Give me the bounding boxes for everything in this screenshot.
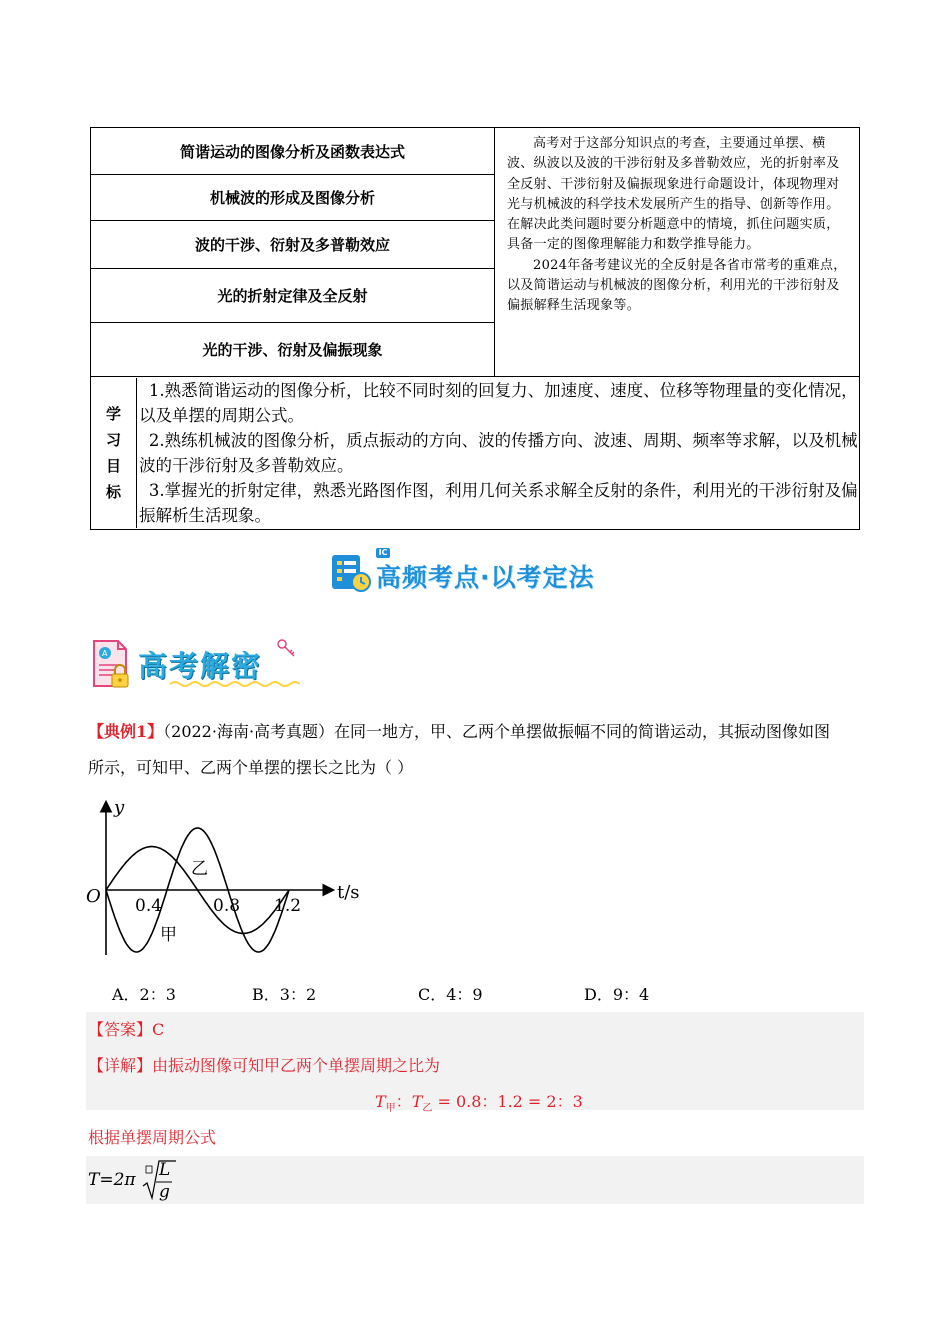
ratio-sub-yi: 乙 <box>422 1103 433 1115</box>
detail-label: 【详解】 <box>88 1056 153 1075</box>
series-label-jia: 甲 <box>160 925 177 945</box>
wave-underline-icon <box>170 680 300 688</box>
section-header <box>90 636 310 692</box>
key-icon <box>274 636 298 660</box>
goal-label-char: 学 <box>105 405 121 423</box>
ratio-rest: = 0.8：1.2 = 2：3 <box>432 1092 583 1111</box>
ratio-t2: T <box>411 1092 423 1111</box>
goals-cell <box>137 378 860 528</box>
option-c[interactable]: C．4：9 <box>418 985 483 1004</box>
goal-label-char: 习 <box>105 431 121 449</box>
option-b[interactable]: B．3：2 <box>252 985 317 1004</box>
ratio-t1: T <box>375 1092 386 1111</box>
detail-text: 由振动图像可知甲乙两个单摆周期之比为 <box>152 1056 441 1075</box>
topic-cell: 机械波的形成及图像分析 <box>91 175 495 221</box>
description-cell <box>495 128 860 377</box>
overview-table <box>90 127 860 530</box>
goal-label-char: 目 <box>105 457 121 475</box>
description-paragraph: 2024年备考建议光的全反射是各省市常考的重难点，以及简谐运动与机械波的图像分析，利用光的干涉衍射及偏振解释生活现象等。 <box>507 257 847 314</box>
example-line <box>88 714 863 750</box>
tick-label: 1.2 <box>274 896 302 916</box>
answer-line <box>88 1017 164 1040</box>
tick-label: 0.8 <box>213 896 241 916</box>
section-banner <box>330 548 630 596</box>
series-label-yi: 乙 <box>191 859 208 879</box>
detail-line <box>88 1053 440 1076</box>
answer-label: 【答案】 <box>88 1020 153 1039</box>
x-axis-label: t/s <box>337 882 360 903</box>
option-a[interactable]: A．2：3 <box>112 985 176 1004</box>
formula-numerator: L <box>159 1160 171 1180</box>
goal-label-char: 标 <box>105 483 121 501</box>
checklist-clock-icon <box>330 553 374 593</box>
formula-denominator: g <box>159 1182 170 1202</box>
svg-text:A: A <box>102 649 108 658</box>
answer-value: C <box>152 1020 165 1039</box>
y-axis-label: y <box>114 797 125 818</box>
tick-label: 0.4 <box>135 896 163 916</box>
vibration-graph <box>80 795 380 965</box>
topic-cell: 光的干涉、衍射及偏振现象 <box>91 323 495 377</box>
description-paragraph: 高考对于这部分知识点的考查，主要通过单摆、横波、纵波以及波的干涉衍射及多普勒效应，光的折射率及全反射、干涉衍射及偏振现象进行命题设计，体现物理对光与机械波的科学技术发展所产生的指导、创新等作用。在解决此类问题时要分析题意中的情境，抓住问题实质，具备一定的图像理解能力和数学推导能力。 <box>507 136 840 253</box>
formula-shade <box>86 1156 864 1204</box>
origin-label: O <box>86 886 101 907</box>
document-lock-icon <box>90 638 136 690</box>
section-title: 高考解密 <box>138 649 263 683</box>
topic-cell: 波的干涉、衍射及多普勒效应 <box>91 221 495 269</box>
topic-cell: 简谐运动的图像分析及函数表达式 <box>91 128 495 175</box>
ratio-sub-jia: 甲 <box>385 1103 396 1115</box>
period-ratio <box>375 1089 583 1114</box>
example-tag: 【典例1】 <box>88 722 164 741</box>
topic-cell: 光的折射定律及全反射 <box>91 269 495 323</box>
goal-item: 1.熟悉简谐运动的图像分析，比较不同时刻的回复力、加速度、速度、位移等物理量的变化情况，以及单摆的周期公式。 <box>139 381 858 425</box>
banner-title: 高频考点·以考定法 <box>376 563 595 592</box>
example-line-2: 所示，可知甲、乙两个单摆的摆长之比为（ ） <box>88 758 414 777</box>
goal-item: 2.熟练机械波的图像分析，质点振动的方向、波的传播方向、波速、周期、频率等求解，以及机械波的干涉衍射及多普勒效应。 <box>139 431 858 475</box>
ratio-colon: ： <box>395 1092 412 1111</box>
goal-item: 3.掌握光的折射定律，熟悉光路图作图，利用几何关系求解全反射的条件，利用光的干涉衍射及偏振解析生活现象。 <box>139 481 858 525</box>
formula-intro: 根据单摆周期公式 <box>88 1128 217 1147</box>
example-text: （2022·海南·高考真题）在同一地方，甲、乙两个单摆做振幅不同的简谐运动，其振动图像如图 <box>163 722 831 741</box>
goal-label <box>91 378 137 528</box>
option-d[interactable]: D．9：4 <box>584 985 650 1004</box>
ic-badge: IC <box>376 548 390 558</box>
formula-lhs: T=2π <box>88 1170 136 1190</box>
